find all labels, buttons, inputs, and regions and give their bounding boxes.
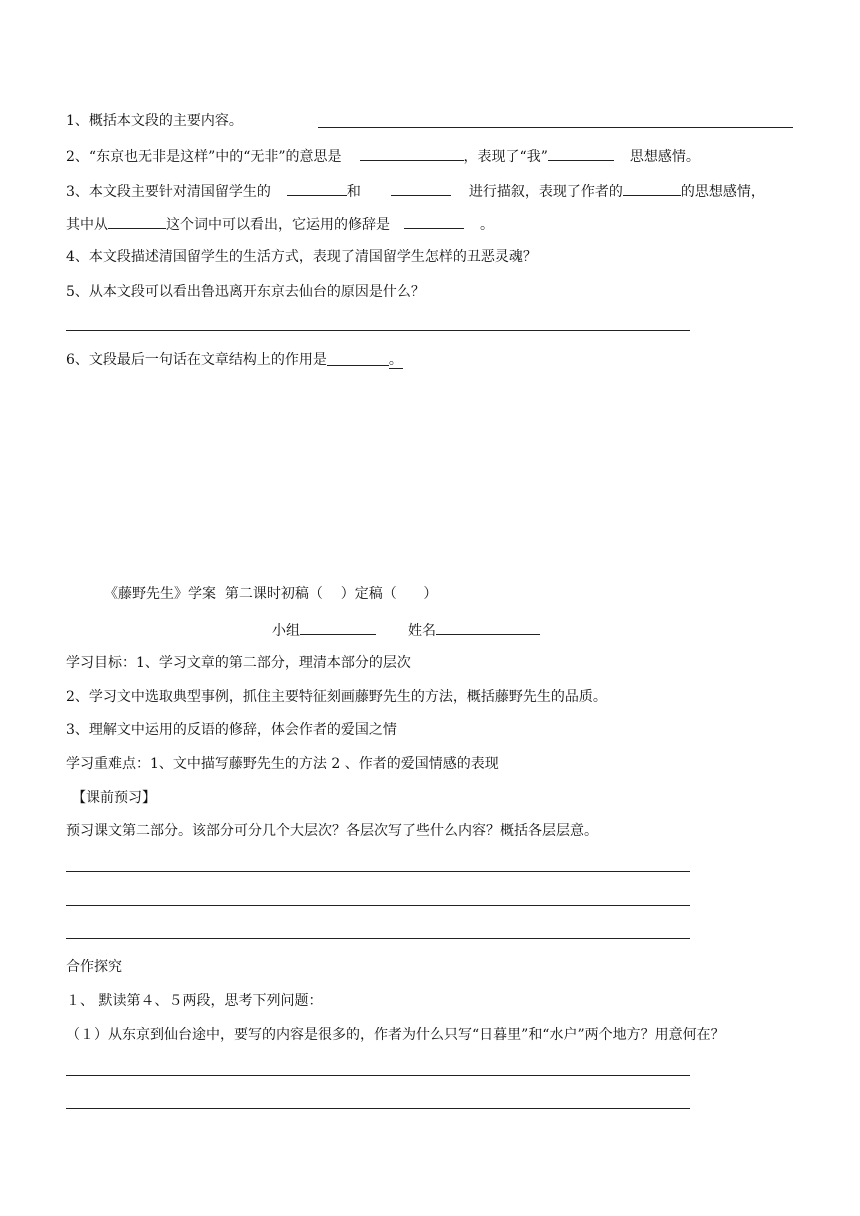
question-3-text-f: 这个词中可以看出，它运用的修辞是 bbox=[166, 217, 390, 233]
learning-goal-3-text: 3、理解文中运用的反语的修辞，体会作者的爱国之情 bbox=[66, 722, 397, 738]
page-title bbox=[104, 585, 437, 603]
question-2 bbox=[66, 146, 700, 166]
answer-line-coop-1[interactable] bbox=[66, 1075, 690, 1076]
learning-difficulty bbox=[66, 755, 499, 773]
cooperative-question-1-1 bbox=[66, 1026, 725, 1044]
question-3-line-1 bbox=[66, 181, 765, 201]
cooperative-heading bbox=[66, 958, 122, 976]
question-3-text-c: 进行描叙，表现了作者的 bbox=[468, 184, 623, 200]
blank-q3-5[interactable] bbox=[404, 214, 464, 229]
question-6-text-a: 6、文段最后一句话在文章结构上的作用是 bbox=[66, 352, 327, 368]
learning-goal-2 bbox=[66, 688, 607, 706]
question-3-text-g: 。 bbox=[480, 217, 494, 233]
learning-goal-1-text: 学习目标：1、学习文章的第二部分，理清本部分的层次 bbox=[66, 655, 411, 671]
answer-line-coop-2[interactable] bbox=[66, 1108, 690, 1109]
question-3-line-2 bbox=[66, 214, 494, 234]
question-6-text-b: 。 bbox=[388, 352, 403, 368]
blank-q3-4[interactable] bbox=[108, 214, 166, 229]
question-4 bbox=[66, 248, 537, 266]
learning-difficulty-text: 学习重难点：1、文中描写藤野先生的方法 2 、作者的爱国情感的表现 bbox=[66, 756, 499, 772]
answer-line-preview-3[interactable] bbox=[66, 938, 690, 939]
learning-goal-2-text: 2、学习文中选取典型事例，抓住主要特征刻画藤野先生的方法，概括藤野先生的品质。 bbox=[66, 689, 607, 705]
worksheet-title: 《藤野先生》学案 第二课时初稿（ ）定稿（ ） bbox=[104, 586, 438, 602]
preview-task bbox=[66, 822, 598, 840]
group-label: 小组 bbox=[272, 623, 300, 639]
question-4-text: 4、本文段描述清国留学生的生活方式，表现了清国留学生怎样的丑恶灵魂？ bbox=[66, 249, 537, 265]
question-2-text-c: 思想感情。 bbox=[629, 149, 700, 165]
cooperative-question-1-1-text: （１）从东京到仙台途中，要写的内容是很多的，作者为什么只写“日暮里”和“水户”两个地方？用意何在？ bbox=[66, 1027, 725, 1043]
name-label: 姓名 bbox=[408, 623, 436, 639]
answer-line-q1[interactable] bbox=[318, 127, 793, 128]
question-2-text-a: 2、“东京也无非是这样”中的“无非”的意思是 bbox=[66, 149, 342, 165]
blank-q6[interactable] bbox=[327, 351, 403, 368]
learning-goal-1 bbox=[66, 654, 411, 672]
question-1 bbox=[66, 112, 243, 130]
question-5 bbox=[66, 283, 425, 301]
question-1-text: 1、概括本文段的主要内容。 bbox=[66, 113, 243, 129]
question-3-text-a: 3、本文段主要针对清国留学生的 bbox=[66, 184, 271, 200]
group-field[interactable] bbox=[300, 620, 376, 635]
question-3-text-e: 其中从 bbox=[66, 217, 108, 233]
blank-q3-2[interactable] bbox=[391, 181, 451, 196]
name-field[interactable] bbox=[436, 620, 540, 635]
question-6 bbox=[66, 351, 403, 369]
cooperative-heading-text: 合作探究 bbox=[66, 959, 122, 975]
question-3-text-d: 的思想感情， bbox=[680, 184, 765, 200]
answer-line-preview-2[interactable] bbox=[66, 905, 690, 906]
question-3-text-b: 和 bbox=[346, 184, 361, 200]
cooperative-question-1 bbox=[66, 992, 322, 1010]
cooperative-question-1-text: １、 默读第４、５两段，思考下列问题： bbox=[66, 993, 323, 1009]
question-2-text-b: ，表现了“我” bbox=[463, 149, 548, 165]
blank-q3-1[interactable] bbox=[287, 181, 347, 196]
blank-q3-3[interactable] bbox=[623, 181, 681, 196]
preview-heading bbox=[72, 789, 156, 807]
answer-line-preview-1[interactable] bbox=[66, 871, 690, 872]
preview-heading-text: 【课前预习】 bbox=[72, 790, 156, 806]
student-info bbox=[272, 620, 540, 640]
learning-goal-3 bbox=[66, 721, 397, 739]
blank-q2-2[interactable] bbox=[548, 146, 614, 161]
preview-task-text: 预习课文第二部分。该部分可分几个大层次？各层次写了些什么内容？概括各层层意。 bbox=[66, 823, 598, 839]
question-5-text: 5、从本文段可以看出鲁迅离开东京去仙台的原因是什么？ bbox=[66, 284, 425, 300]
blank-q2-1[interactable] bbox=[360, 146, 464, 161]
answer-line-q5[interactable] bbox=[66, 330, 690, 331]
